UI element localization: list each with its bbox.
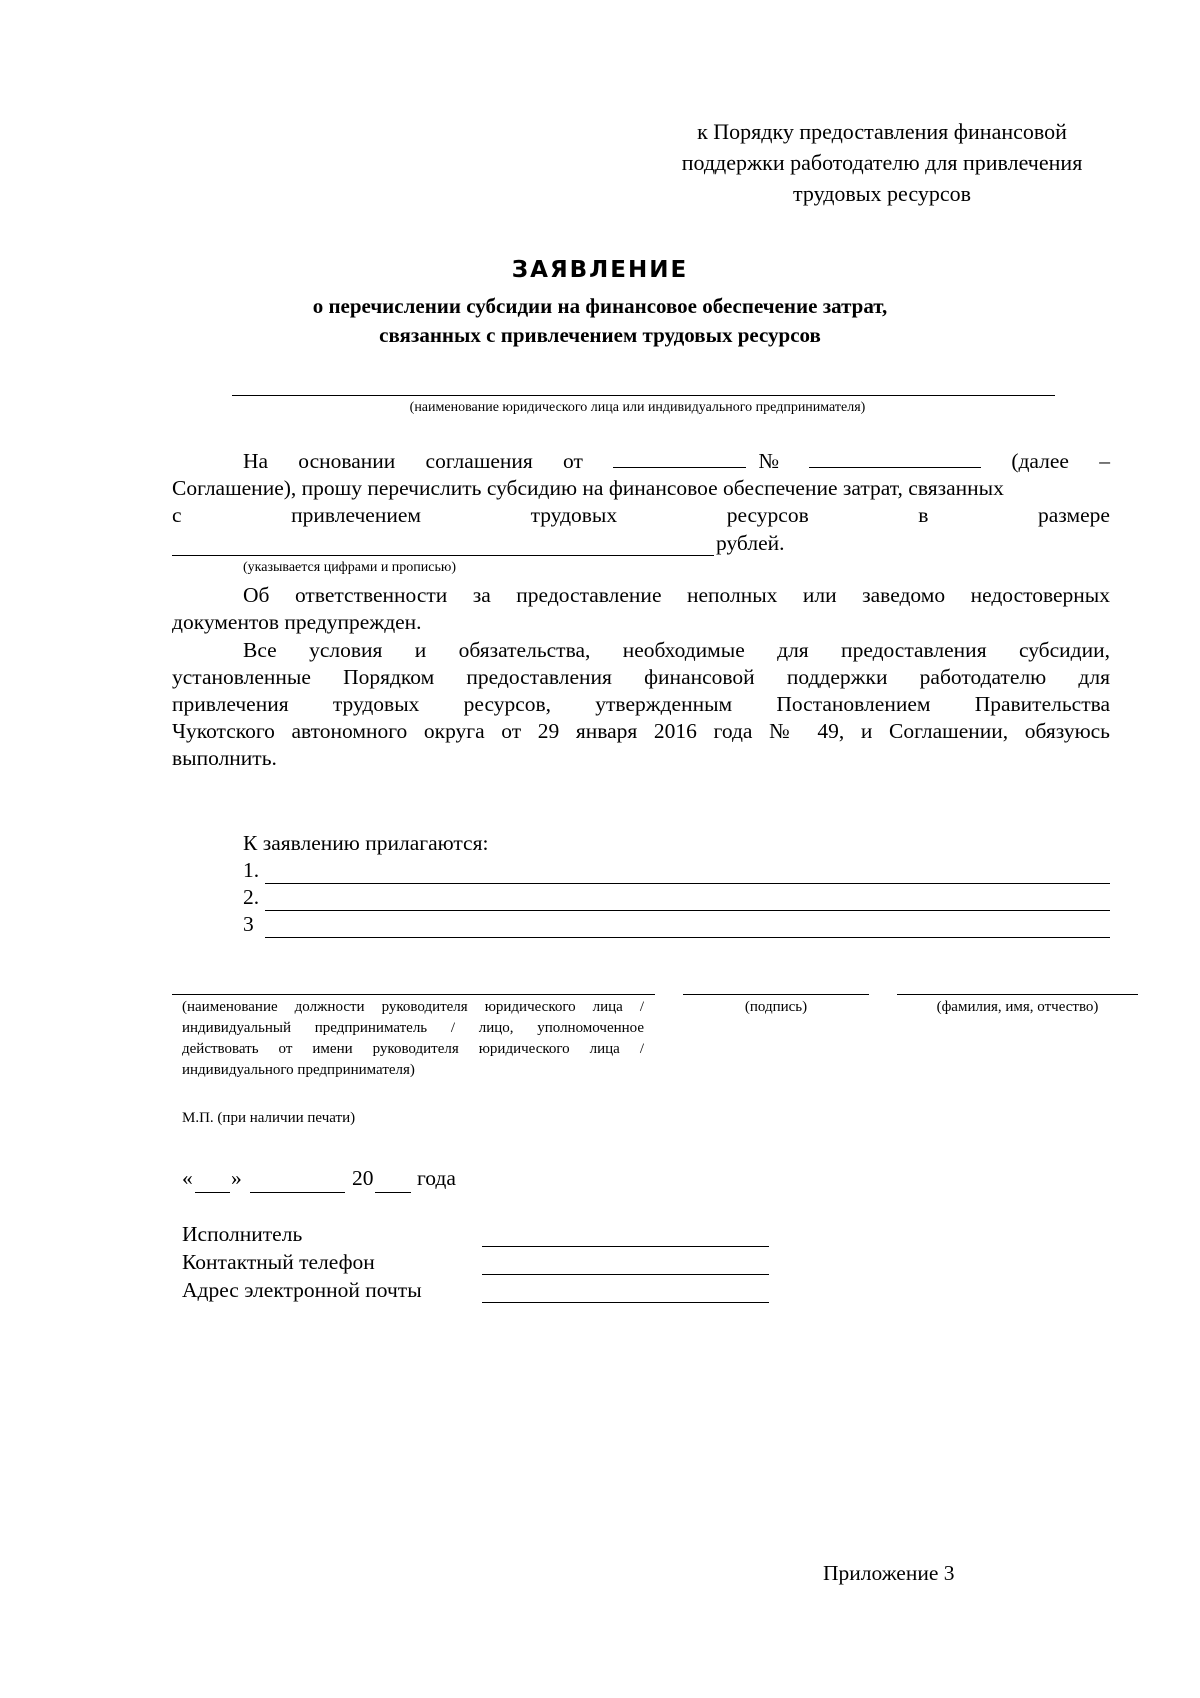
- date-year-prefix: 20: [352, 1166, 374, 1190]
- attachments-heading: К заявлению прилагаются:: [243, 831, 489, 855]
- email-label: Адрес электронной почты: [182, 1278, 422, 1302]
- email-line: [482, 1302, 769, 1303]
- p1-word: основании: [298, 449, 396, 473]
- date-open-quote: «: [182, 1166, 193, 1190]
- p1-word: трудовых: [530, 503, 618, 527]
- paragraph-2-line-2: документов предупрежден.: [172, 610, 422, 634]
- applicant-caption: (наименование юридического лица или индивидуального предпринимателя): [409, 400, 866, 415]
- attachment-line-2: [265, 910, 1110, 911]
- document-subtitle: [0, 292, 1200, 350]
- phone-line: [482, 1274, 769, 1275]
- phone-label: Контактный телефон: [182, 1250, 375, 1274]
- name-caption: (фамилия, имя, отчество): [936, 999, 1099, 1015]
- executor-line: [482, 1246, 769, 1247]
- p1-word: размере: [1038, 503, 1110, 527]
- position-caption: (наименование должности руководителя юридического лица / индивидуальный предприниматель / лицо, уполномоченное действовать от имени руководителя юридического лица / индивидуального предпринимателя): [182, 999, 644, 1078]
- p1-word: привлечением: [291, 503, 421, 527]
- paragraph-1-line-2: Соглашение), прошу перечислить субсидию на финансовое обеспечение затрат, связанных: [172, 476, 1004, 500]
- paragraph-3-line-4: Чукотского автономного округа от 29 января 2016 года № 49, и Соглашении, обязуюсь: [172, 719, 1110, 743]
- document-title: ЗАЯВЛЕНИЕ: [511, 257, 689, 283]
- paragraph-1-line-3: [172, 502, 1110, 529]
- agreement-number-line: [809, 449, 981, 468]
- p1-word: (далее: [1011, 449, 1069, 473]
- attachment-line-1: [265, 883, 1110, 884]
- attachment-number: 1.: [243, 858, 260, 882]
- date-close-quote: »: [231, 1166, 242, 1190]
- signature-caption: (подпись): [744, 999, 808, 1015]
- applicant-name-line: [232, 395, 1055, 396]
- stamp-note: М.П. (при наличии печати): [182, 1110, 356, 1126]
- name-line: [897, 994, 1138, 995]
- p1-word: ресурсов: [726, 503, 809, 527]
- date-day-line: [195, 1192, 230, 1193]
- paragraph-1-first-line: [243, 448, 1110, 475]
- date-year-suffix: года: [417, 1166, 456, 1190]
- paragraph-2-line-1: Об ответственности за предоставление неполных или заведомо недостоверных: [243, 583, 1110, 607]
- date-year-line: [375, 1192, 411, 1193]
- amount-caption: (указывается цифрами и прописью): [243, 560, 457, 575]
- header-line-3: трудовых ресурсов: [792, 181, 971, 206]
- paragraph-3-line-1: Все условия и обязательства, необходимые для предоставления субсидии,: [243, 638, 1110, 662]
- paragraph-3-line-5: выполнить.: [172, 746, 277, 770]
- p1-word: соглашения: [425, 449, 533, 473]
- header-line-2: поддержки работодателю для привлечения: [681, 150, 1083, 175]
- amount-line: [172, 555, 714, 556]
- subtitle-line-1: о перечислении субсидии на финансовое обеспечение затрат,: [312, 294, 888, 318]
- attachment-number: 3: [243, 912, 254, 936]
- position-line: [172, 994, 655, 995]
- rubles-label: рублей.: [716, 531, 785, 555]
- number-sign: №: [758, 449, 779, 473]
- p1-dash: –: [1099, 449, 1110, 473]
- appendix-label: Приложение 3: [823, 1561, 955, 1585]
- header-line-1: к Порядку предоставления финансовой: [697, 119, 1067, 144]
- attachment-number: 2.: [243, 885, 260, 909]
- p1-word: в: [918, 503, 929, 527]
- header-reference: [642, 116, 1122, 209]
- attachment-line-3: [265, 937, 1110, 938]
- agreement-date-line: [613, 449, 746, 468]
- signature-line: [683, 994, 869, 995]
- p1-word: На: [243, 449, 269, 473]
- p1-word: от: [563, 449, 583, 473]
- p1-word: с: [172, 503, 182, 527]
- subtitle-line-2: связанных с привлечением трудовых ресурсов: [379, 323, 821, 347]
- paragraph-3-line-2: установленные Порядком предоставления финансовой поддержки работодателю для: [172, 665, 1110, 689]
- date-month-line: [250, 1192, 345, 1193]
- executor-label: Исполнитель: [182, 1222, 303, 1246]
- paragraph-3-line-3: привлечения трудовых ресурсов, утвержденным Постановлением Правительства: [172, 692, 1110, 716]
